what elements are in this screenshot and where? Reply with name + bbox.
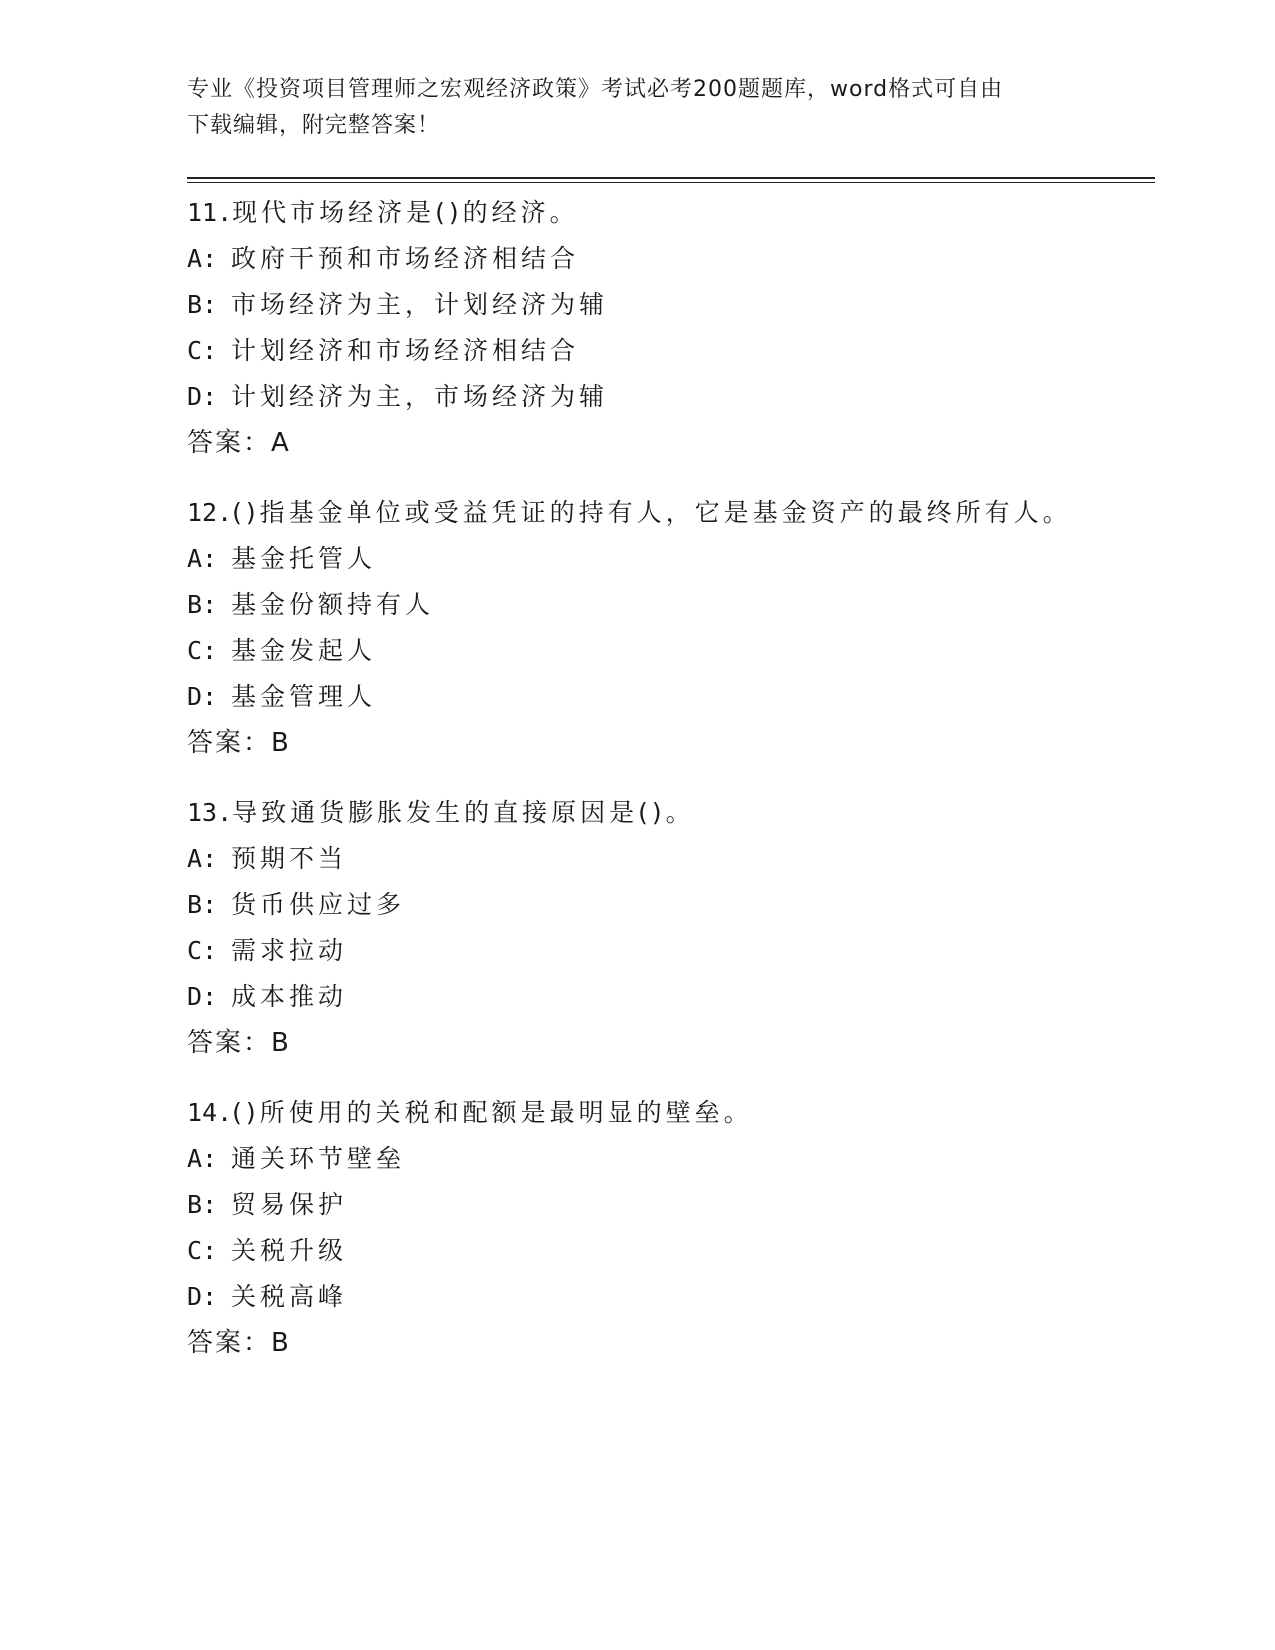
- option-letter: B:: [187, 290, 218, 319]
- document-intro: [187, 72, 1087, 144]
- question-stem: [187, 790, 1147, 836]
- option-text: 计划经济和市场经济相结合: [231, 336, 580, 365]
- question-number: 12.: [187, 498, 233, 527]
- answer-line: [187, 1020, 1147, 1066]
- option-a: [187, 1136, 1147, 1182]
- option-c: [187, 1228, 1147, 1274]
- question-stem: [187, 190, 1147, 236]
- option-letter: A:: [187, 544, 218, 573]
- answer-line: [187, 420, 1147, 466]
- option-text: 基金份额持有人: [231, 590, 435, 619]
- question-stem: [187, 490, 1147, 536]
- option-letter: C:: [187, 1236, 218, 1265]
- answer-label: 答案：: [187, 428, 272, 458]
- option-letter: B:: [187, 890, 218, 919]
- option-text: 关税升级: [231, 1236, 348, 1265]
- option-letter: D:: [187, 382, 218, 411]
- option-letter: B:: [187, 1190, 218, 1219]
- option-text: 贸易保护: [231, 1190, 348, 1219]
- option-text: 货币供应过多: [231, 890, 406, 919]
- intro-line-2: 下载编辑，附完整答案！: [187, 113, 441, 138]
- answer-value: A: [271, 428, 291, 458]
- option-text: 通关环节壁垒: [231, 1144, 406, 1173]
- option-text: 基金托管人: [231, 544, 377, 573]
- option-letter: C:: [187, 636, 218, 665]
- answer-label: 答案：: [187, 1028, 272, 1058]
- option-letter: D:: [187, 682, 218, 711]
- option-letter: A:: [187, 244, 218, 273]
- question-item: [187, 190, 1147, 466]
- option-text: 市场经济为主，计划经济为辅: [231, 290, 609, 319]
- answer-value: B: [271, 1028, 291, 1058]
- option-b: [187, 1182, 1147, 1228]
- option-letter: A:: [187, 844, 218, 873]
- option-text: 基金管理人: [231, 682, 377, 711]
- question-text: 导致通货膨胀发生的直接原因是()。: [232, 798, 695, 827]
- question-item: [187, 790, 1147, 1066]
- answer-line: [187, 1320, 1147, 1366]
- option-c: [187, 928, 1147, 974]
- option-letter: C:: [187, 936, 218, 965]
- option-d: [187, 374, 1147, 420]
- question-number: 14.: [187, 1098, 233, 1127]
- option-text: 基金发起人: [231, 636, 377, 665]
- option-text: 计划经济为主，市场经济为辅: [231, 382, 609, 411]
- option-d: [187, 1274, 1147, 1320]
- option-letter: D:: [187, 982, 218, 1011]
- option-text: 预期不当: [231, 844, 348, 873]
- intro-line-1: 专业《投资项目管理师之宏观经济政策》考试必考200题题库，word格式可自由: [187, 77, 1004, 102]
- option-text: 成本推动: [231, 982, 348, 1011]
- question-text: ()所使用的关税和配额是最明显的壁垒。: [232, 1098, 753, 1127]
- question-number: 13.: [187, 798, 233, 827]
- question-stem: [187, 1090, 1147, 1136]
- question-item: [187, 1090, 1147, 1366]
- answer-value: B: [271, 1328, 291, 1358]
- question-number: 11.: [187, 198, 233, 227]
- option-text: 政府干预和市场经济相结合: [231, 244, 580, 273]
- question-text: ()指基金单位或受益凭证的持有人，它是基金资产的最终所有人。: [232, 498, 1072, 527]
- option-letter: A:: [187, 1144, 218, 1173]
- answer-value: B: [271, 728, 291, 758]
- option-letter: C:: [187, 336, 218, 365]
- answer-label: 答案：: [187, 728, 272, 758]
- option-text: 关税高峰: [231, 1282, 348, 1311]
- option-b: [187, 282, 1147, 328]
- option-b: [187, 882, 1147, 928]
- question-text: 现代市场经济是()的经济。: [232, 198, 579, 227]
- option-text: 需求拉动: [231, 936, 348, 965]
- option-c: [187, 328, 1147, 374]
- option-letter: B:: [187, 590, 218, 619]
- option-d: [187, 974, 1147, 1020]
- option-c: [187, 628, 1147, 674]
- header-divider-thick: [187, 177, 1155, 179]
- answer-label: 答案：: [187, 1328, 272, 1358]
- option-d: [187, 674, 1147, 720]
- option-letter: D:: [187, 1282, 218, 1311]
- option-a: [187, 536, 1147, 582]
- option-a: [187, 836, 1147, 882]
- header-divider-thin: [187, 182, 1155, 183]
- option-b: [187, 582, 1147, 628]
- answer-line: [187, 720, 1147, 766]
- question-item: [187, 490, 1147, 766]
- option-a: [187, 236, 1147, 282]
- question-list: [187, 190, 1147, 1390]
